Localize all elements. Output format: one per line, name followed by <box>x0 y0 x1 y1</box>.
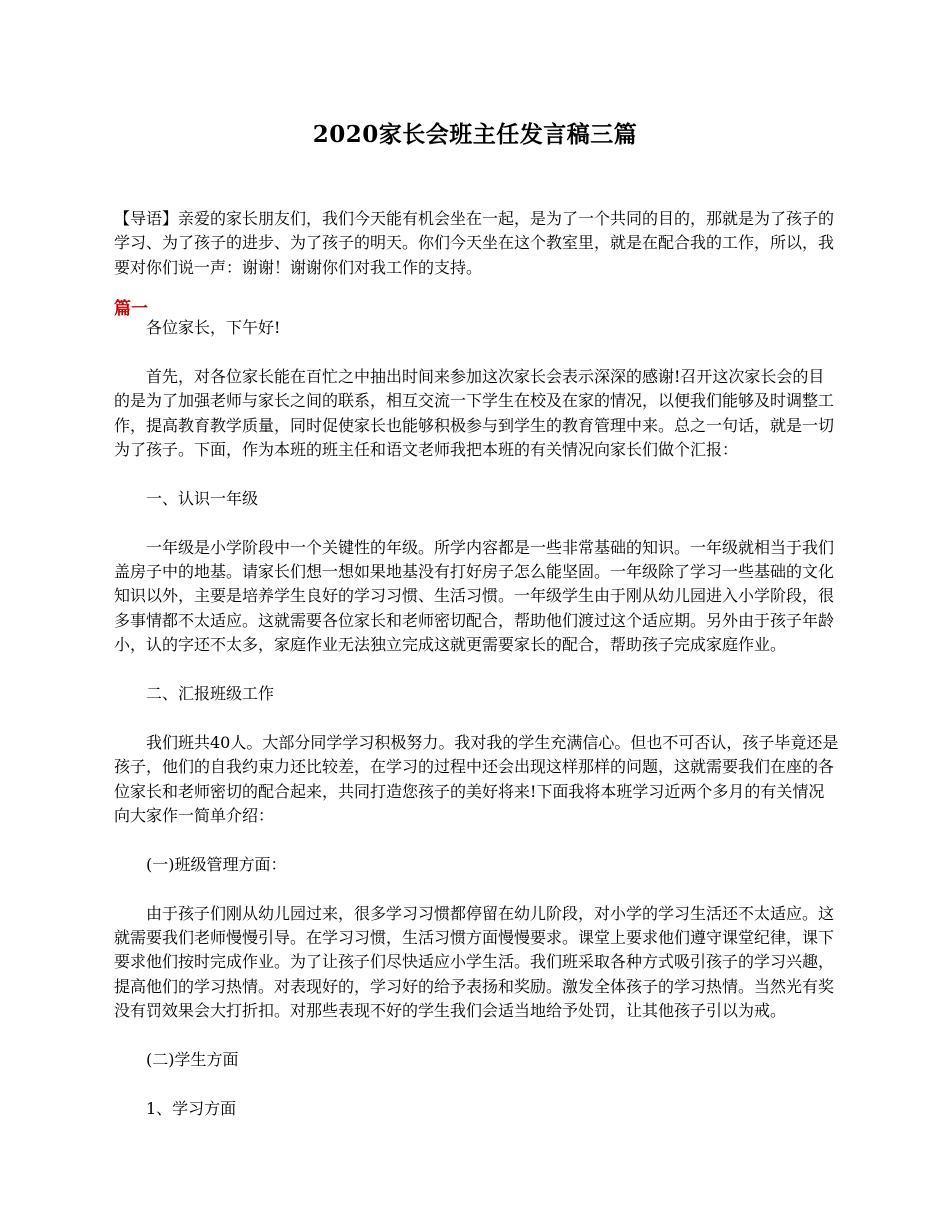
intro-paragraph: 【导语】亲爱的家长朋友们，我们今天能有机会坐在一起，是为了一个共同的目的，那就是为了孩子的学习、为了孩子的进步、为了孩子的明天。你们今天坐在这个教室里，就是在配合我的工作，所以，我要对你们说一声：谢谢！谢谢你们对我工作的支持。 <box>114 209 835 277</box>
paragraph: 我们班共40人。大部分同学学习积极努力。我对我的学生充满信心。但也不可否认，孩子毕竟还是孩子，他们的自我约束力还比较差，在学习的过程中还会出现这样那样的问题，这就需要我们在座的各位家长和老师密切的配合起来，共同打造您孩子的美好将来!下面我将本班学习近两个多月的有关情况向大家作一简单介绍： <box>114 732 839 826</box>
document-title: 2020家长会班主任发言稿三篇 <box>312 121 638 148</box>
subheading: 一、认识一年级 <box>146 488 259 508</box>
paragraph: 由于孩子们刚从幼儿园过来，很多学习习惯都停留在幼儿阶段，对小学的学习生活还不太适应。这就需要我们老师慢慢引导。在学习习惯，生活习惯方面慢慢要求。课堂上要求他们遵守课堂纪律，课下要求他们按时完成作业。为了让孩子们尽快适应小学生活。我们班采取各种方式吸引孩子的学习兴趣，提高他们的学习热情。对表现好的，学习好的给予表扬和奖励。激发全体孩子的学习热情。当然光有奖没有罚效果会大打折扣。对那些表现不好的学生我们会适当地给予处罚，让其他孩子引以为戒。 <box>114 903 835 1021</box>
paragraph-greeting: 各位家长，下午好! <box>146 318 281 337</box>
subheading: (一)班级管理方面： <box>146 854 287 874</box>
subheading: 二、汇报班级工作 <box>146 684 275 704</box>
paragraph: 一年级是小学阶段中一个关键性的年级。所学内容都是一些非常基础的知识。一年级就相当于我们盖房子中的地基。请家长们想一想如果地基没有打好房子怎么能坚固。一年级除了学习一些基础的文化知识以外，主要是培养学生良好的学习习惯、生活习惯。一年级学生由于刚从幼儿园进入小学阶段，很多事情都不太适应。这就需要各位家长和老师密切配合，帮助他们渡过这个适应期。另外由于孩子年龄小，认的字还不太多，家庭作业无法独立完成这就更需要家长的配合，帮助孩子完成家庭作业。 <box>114 537 835 655</box>
document-body <box>114 316 840 1121</box>
subheading: (二)学生方面 <box>146 1050 239 1070</box>
section-heading: 篇一 <box>114 299 148 319</box>
paragraph: 首先，对各位家长能在百忙之中抽出时间来参加这次家长会表示深深的感谢!召开这次家长会的目的是为了加强老师与家长之间的联系，相互交流一下学生在校及在家的情况，以便我们能够及时调整工作，提高教育教学质量，同时促使家长也能够积极参与到学生的教育管理中来。总之一句话，就是一切为了孩子。下面，作为本班的班主任和语文老师我把本班的有关情况向家长们做个汇报： <box>114 366 835 460</box>
subheading: 1、学习方面 <box>146 1098 237 1118</box>
